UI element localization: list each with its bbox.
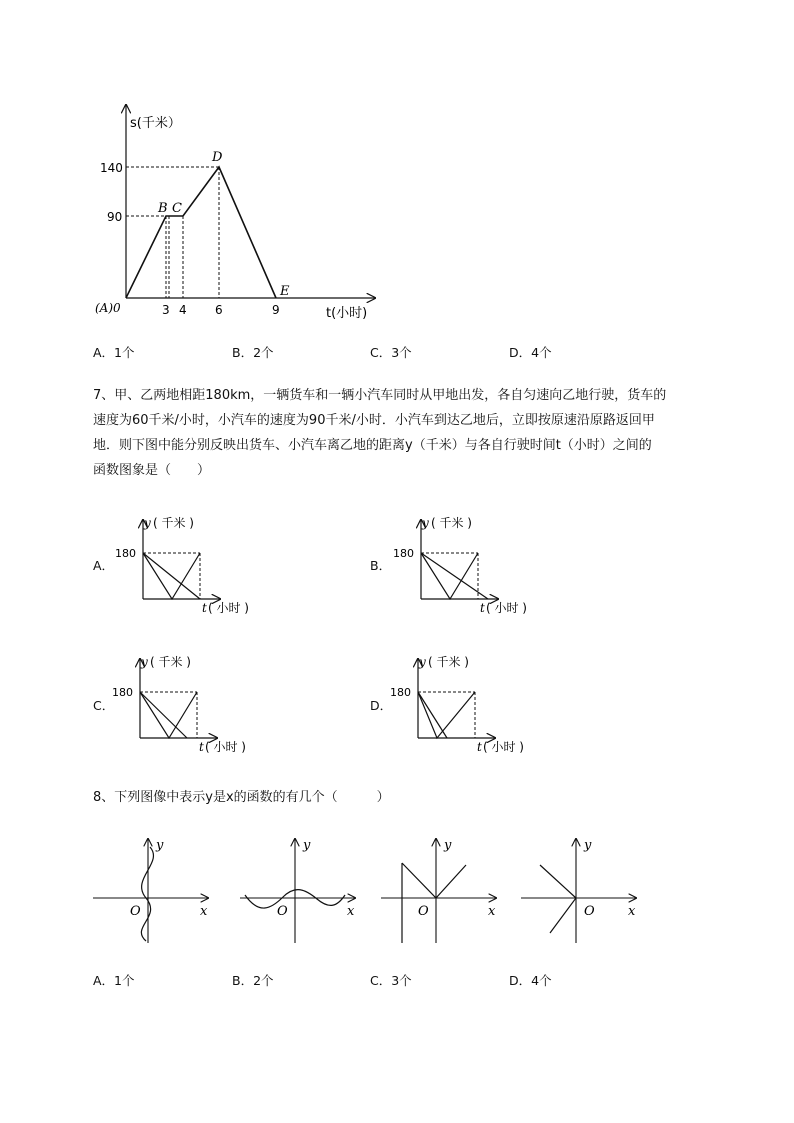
q8-option-b[interactable]: B．2个 bbox=[232, 973, 274, 988]
q7-c-x-var: t bbox=[199, 740, 204, 754]
q7-a-y-label: ( 千米 ) bbox=[153, 516, 194, 530]
q7-b-x-label: ( 小时 ) bbox=[486, 601, 527, 615]
q7-option-a-label[interactable]: A． bbox=[93, 558, 115, 573]
q7-d-x-var: t bbox=[477, 740, 482, 754]
q8-g3-o: O bbox=[418, 904, 429, 919]
q8-g1-x: x bbox=[200, 904, 208, 919]
q8-g1-y: y bbox=[156, 838, 164, 853]
q8-g2-x: x bbox=[347, 904, 355, 919]
q6-x-tick-3: 3 bbox=[162, 303, 170, 317]
q6-graph bbox=[90, 95, 390, 330]
q7-a-y-var: y bbox=[144, 516, 151, 530]
q7-b-x-var: t bbox=[480, 601, 485, 615]
q6-point-d: D bbox=[212, 150, 223, 165]
q8-graph-2 bbox=[237, 835, 362, 947]
q7-c-y-label: ( 千米 ) bbox=[150, 655, 191, 669]
q8-graph-3 bbox=[378, 835, 503, 947]
q6-y-tick-140: 140 bbox=[100, 161, 123, 175]
q6-x-tick-9: 9 bbox=[272, 303, 280, 317]
q8-g4-y: y bbox=[584, 838, 592, 853]
q6-point-e: E bbox=[280, 284, 290, 299]
q8-g2-o: O bbox=[277, 904, 288, 919]
q7-line-1: 7、甲、乙两地相距180km，一辆货车和一辆小汽车同时从甲地出发，各自匀速向乙地行驶，货车的 bbox=[93, 388, 667, 403]
q6-distance-line bbox=[126, 167, 276, 298]
q7-b-y-label: ( 千米 ) bbox=[431, 516, 472, 530]
q6-point-c: C bbox=[172, 201, 182, 216]
q7-b-y-value: 180 bbox=[393, 547, 414, 560]
q8-option-a[interactable]: A．1个 bbox=[93, 973, 135, 988]
q6-option-a[interactable]: A．1个 bbox=[93, 345, 135, 360]
q8-graph-4 bbox=[518, 835, 643, 947]
q7-line-2: 速度为60千米/小时，小汽车的速度为90千米/小时．小汽车到达乙地后，立即按原速沿原路返回甲 bbox=[93, 413, 655, 428]
q7-graph-d[interactable] bbox=[385, 651, 545, 761]
q6-x-axis-label: t(小时) bbox=[326, 306, 368, 321]
q8-g3-x: x bbox=[488, 904, 496, 919]
q8-option-c[interactable]: C．3个 bbox=[370, 973, 412, 988]
q7-option-d-label[interactable]: D． bbox=[370, 698, 393, 713]
q6-y-tick-90: 90 bbox=[107, 210, 123, 224]
q7-d-y-var: y bbox=[419, 655, 426, 669]
q7-graph-c[interactable] bbox=[107, 651, 267, 761]
q7-graph-a[interactable] bbox=[110, 512, 270, 622]
q6-point-b: B bbox=[158, 201, 168, 216]
q8-g4-o: O bbox=[584, 904, 595, 919]
q7-option-c-label[interactable]: C． bbox=[93, 698, 115, 713]
q7-line-3: 地．则下图中能分别反映出货车、小汽车离乙地的距离y（千米）与各自行驶时间t（小时）之间的 bbox=[93, 438, 652, 453]
q8-question: 8、下列图像中表示y是x的函数的有几个（ ） bbox=[93, 790, 390, 805]
q8-g4-x: x bbox=[628, 904, 636, 919]
q7-d-y-value: 180 bbox=[390, 686, 411, 699]
q7-a-y-value: 180 bbox=[115, 547, 136, 560]
q6-origin-label: (A)0 bbox=[95, 301, 121, 315]
q7-line-4: 函数图象是（ ） bbox=[93, 463, 211, 478]
q7-c-x-label: ( 小时 ) bbox=[205, 740, 246, 754]
q8-g3-y: y bbox=[444, 838, 452, 853]
q7-option-b-label[interactable]: B． bbox=[370, 558, 392, 573]
q6-y-axis-label: s(千米） bbox=[130, 116, 181, 131]
q6-option-c[interactable]: C．3个 bbox=[370, 345, 412, 360]
q7-d-x-label: ( 小时 ) bbox=[483, 740, 524, 754]
q6-x-tick-6: 6 bbox=[215, 303, 223, 317]
q7-graph-b[interactable] bbox=[388, 512, 548, 622]
q7-d-y-label: ( 千米 ) bbox=[428, 655, 469, 669]
q6-option-d[interactable]: D．4个 bbox=[509, 345, 552, 360]
q7-a-x-var: t bbox=[202, 601, 207, 615]
q8-g1-o: O bbox=[130, 904, 141, 919]
q7-question bbox=[93, 383, 753, 483]
q6-option-b[interactable]: B．2个 bbox=[232, 345, 274, 360]
q6-x-tick-4: 4 bbox=[179, 303, 187, 317]
q7-c-y-value: 180 bbox=[112, 686, 133, 699]
q7-b-y-var: y bbox=[422, 516, 429, 530]
q7-a-x-label: ( 小时 ) bbox=[208, 601, 249, 615]
q8-graph-1 bbox=[90, 835, 215, 947]
q7-c-y-var: y bbox=[141, 655, 148, 669]
q8-g2-y: y bbox=[303, 838, 311, 853]
q8-option-d[interactable]: D．4个 bbox=[509, 973, 552, 988]
